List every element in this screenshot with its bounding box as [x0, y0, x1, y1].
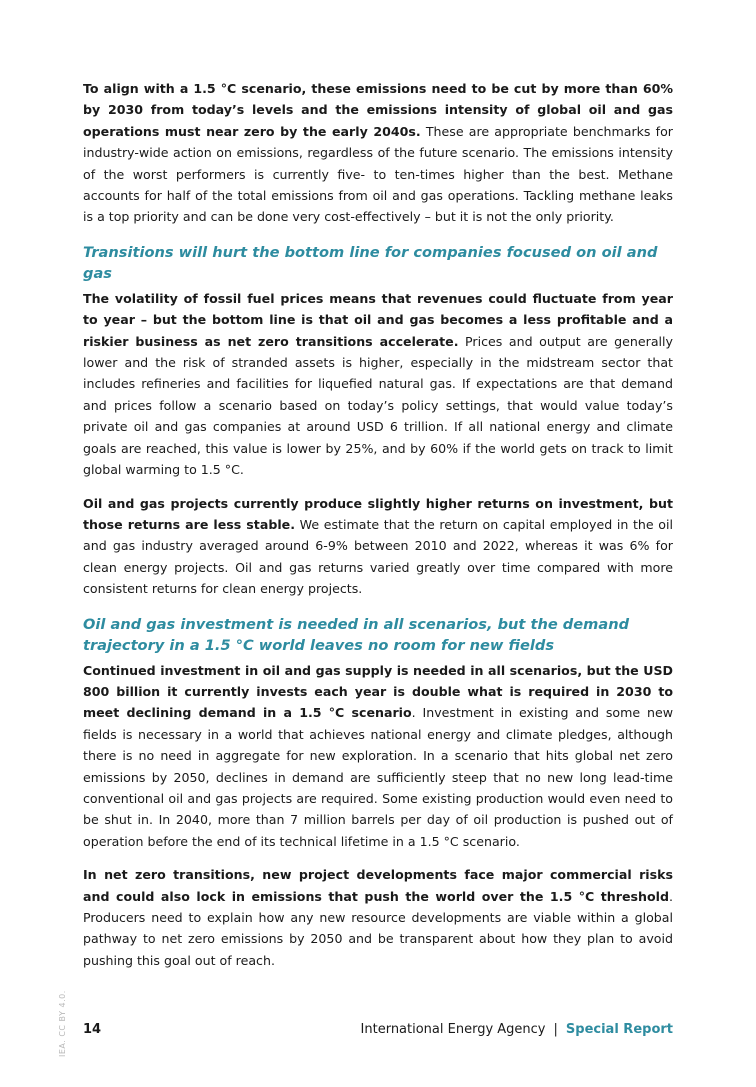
lead-sentence: Oil and gas projects currently produce slightly higher returns on investment, but those returns are less stable. — [83, 495, 673, 532]
section-heading-investment: Oil and gas investment is needed in all scenarios, but the demand trajectory in a 1.5 °C world leaves no room for new fields — [83, 615, 630, 654]
paragraph-returns — [83, 493, 673, 600]
lead-sentence: In net zero transitions, new project developments face major commercial risks and could also lock in emissions that push the world over the 1.5 °C threshold — [83, 867, 673, 904]
footer-separator: | — [553, 1022, 558, 1037]
paragraph-emissions — [83, 78, 673, 228]
lead-sentence: The volatility of fossil fuel prices means that revenues could fluctuate from year to year – but the bottom line is that oil and gas becomes a less profitable and a riskier business as net zero transitions accelerate. — [83, 290, 673, 349]
lead-sentence: To align with a 1.5 °C scenario, these emissions need to be cut by more than 60% by 2030 from today’s levels and the emissions intensity of global oil and gas operations must near zero by the early 2040s. — [83, 81, 673, 139]
paragraph-volatility — [83, 288, 673, 481]
footer-publication — [361, 1022, 673, 1037]
section-heading-bottom-line: Transitions will hurt the bottom line for companies focused on oil and gas — [83, 243, 658, 282]
publisher-name: International Energy Agency — [360, 1022, 546, 1037]
body-text: Prices and output are generally lower and the risk of stranded assets is higher, especially in the midstream sector that includes refineries and facilities for liquefied natural gas. If expectations are that demand and prices follow a scenario based on today’s policy settings, that would value today’s private oil and gas companies at around USD 6 trillion. If all national energy and climate goals are reached, this value is lower by 25%, and by 60% if the world gets on track to limit global warming to 1.5 °C. — [83, 333, 673, 478]
page-number: 14 — [83, 1022, 102, 1037]
paragraph-investment — [83, 660, 673, 853]
license-note: IEA. CC BY 4.0. — [58, 990, 67, 1057]
page-content — [83, 78, 673, 983]
page-footer — [83, 1022, 673, 1044]
body-text: These are appropriate benchmarks for industry-wide action on emissions, regardless of the future scenario. The emissions intensity of the worst performers is currently five- to ten-times higher than the best. Methane accounts for half of the total emissions from oil and gas operations. Tackling methane leaks is a top priority and can be done very cost-effectively – but it is not the only priority. — [83, 123, 673, 225]
report-series: Special Report — [565, 1022, 673, 1037]
body-text: We estimate that the return on capital employed in the oil and gas industry averaged around 6-9% between 2010 and 2022, whereas it was 6% for clean energy projects. Oil and gas returns varied greatly over time compared with more consistent returns for clean energy projects. — [83, 516, 673, 597]
paragraph-net-zero-risks — [83, 864, 673, 971]
body-text: . Producers need to explain how any new resource developments are viable within a global pathway to net zero emissions by 2050 and be transparent about how they plan to avoid pushing this goal out of reach. — [83, 888, 673, 968]
body-text: . Investment in existing and some new fields is necessary in a world that achieves national energy and climate pledges, although there is no need in aggregate for new exploration. In a scenario that hits global net zero emissions by 2050, declines in demand are sufficiently steep that no new long lead-time conventional oil and gas projects are required. Some existing production would even need to be shut in. In 2040, more than 7 million barrels per day of oil production is pushed out of operation before the end of its technical lifetime in a 1.5 °C scenario. — [83, 705, 673, 849]
lead-sentence: Continued investment in oil and gas supply is needed in all scenarios, but the USD 800 billion it currently invests each year is double what is required in 2030 to meet declining demand in a 1.5 °C scenario — [83, 662, 673, 721]
